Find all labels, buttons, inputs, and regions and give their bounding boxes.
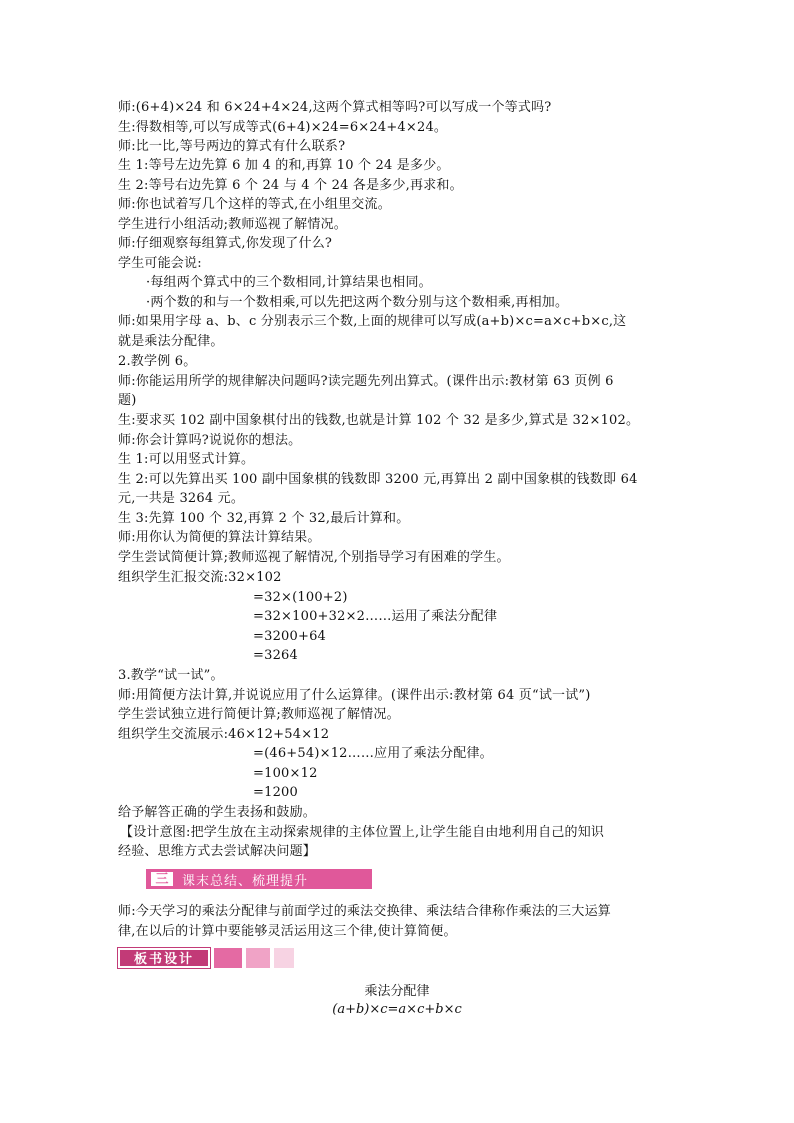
summary-line1: 师:今天学习的乘法分配律与前面学过的乘法交换律、乘法结合律称作乘法的三大运算 xyxy=(118,904,611,919)
board-formula: (a+b)×c=a×c+b×c xyxy=(332,1002,462,1017)
calc-step: =3264 xyxy=(253,648,298,663)
example6-report-line: 组织学生汇报交流:32×102 xyxy=(118,570,282,585)
dialogue-line: 学生可能会说: xyxy=(118,256,202,271)
example6-teacher-line: 师:你会计算吗?说说你的想法。 xyxy=(118,433,302,448)
dialogue-line: 师:你也试着写几个这样的等式,在小组里交流。 xyxy=(118,197,391,212)
dialogue-line: 学生进行小组活动;教师巡视了解情况。 xyxy=(118,217,347,232)
summary-line2: 律,在以后的计算中要能够灵活运用这三个律,使计算简便。 xyxy=(118,924,457,939)
example6-heading: 2.教学例 6。 xyxy=(118,354,197,369)
law-paragraph-line1: 师:如果用字母 a、b、c 分别表示三个数,上面的规律可以写成(a+b)×c=a×c+b×c,这 xyxy=(118,314,627,329)
section-banner xyxy=(146,869,372,889)
example6-teacher2: 师:用你认为简便的算法计算结果。 xyxy=(118,530,321,545)
tryit-teacher-line: 师:用简便方法计算,并说说应用了什么运算律。(课件出示:教材第 64 页“试一试”) xyxy=(118,688,591,703)
example6-question-line2: 题) xyxy=(118,393,137,408)
dialogue-line: 生:得数相等,可以写成等式(6+4)×24=6×24+4×24。 xyxy=(118,120,448,135)
example6-student2-line2: 元,一共是 3264 元。 xyxy=(118,491,245,506)
design-intent-line1: 【设计意图:把学生放在主动探索规律的主体位置上,让学生能自由地利用自己的知识 xyxy=(120,825,605,840)
tryit-praise: 给予解答正确的学生表扬和鼓励。 xyxy=(118,805,317,820)
dialogue-line: 生 2:等号右边先算 6 个 24 与 4 个 24 各是多少,再求和。 xyxy=(118,178,463,193)
example6-question-line1: 师:你能运用所学的规律解决问题吗?读完题先列出算式。(课件出示:教材第 63 页例 6 xyxy=(118,374,614,389)
tryit-show-line: 组织学生交流展示:46×12+54×12 xyxy=(118,727,330,742)
example6-student-line: 生:要求买 102 副中国象棋付出的钱数,也就是计算 102 个 32 是多少,算式是 32×102。 xyxy=(118,413,640,428)
calc-step: =(46+54)×12……应用了乘法分配律。 xyxy=(253,746,493,761)
board-design-tag: 板书设计 xyxy=(118,948,210,968)
tryit-student-line: 学生尝试独立进行简便计算;教师巡视了解情况。 xyxy=(118,707,400,722)
law-paragraph-line2: 就是乘法分配律。 xyxy=(118,334,224,349)
example6-student3: 生 3:先算 100 个 32,再算 2 个 32,最后计算和。 xyxy=(118,511,410,526)
tryit-heading: 3.教学“试一试”。 xyxy=(118,668,224,683)
section-title: 课末总结、梳理提升 xyxy=(182,873,309,889)
example6-student1: 生 1:可以用竖式计算。 xyxy=(118,452,255,467)
decor-square xyxy=(214,948,242,968)
board-title: 乘法分配律 xyxy=(364,984,430,999)
section-number: 三 xyxy=(150,871,174,887)
dialogue-line: 师:(6+4)×24 和 6×24+4×24,这两个算式相等吗?可以写成一个等式吗? xyxy=(118,100,552,115)
bullet-item: ·两个数的和与一个数相乘,可以先把这两个数分别与这个数相乘,再相加。 xyxy=(146,295,569,310)
dialogue-line: 师:仔细观察每组算式,你发现了什么? xyxy=(118,236,333,251)
design-intent-line2: 经验、思维方式去尝试解决问题】 xyxy=(118,844,317,859)
calc-step: =1200 xyxy=(253,785,298,800)
example6-student2-line1: 生 2:可以先算出买 100 副中国象棋的钱数即 3200 元,再算出 2 副中国象棋的钱数即 64 xyxy=(118,472,638,487)
calc-step: =32×(100+2) xyxy=(253,590,348,605)
calc-step: =32×100+32×2……运用了乘法分配律 xyxy=(253,609,498,624)
calc-step: =100×12 xyxy=(253,766,318,781)
example6-try-line: 学生尝试简便计算;教师巡视了解情况,个别指导学习有困难的学生。 xyxy=(118,550,510,565)
bullet-item: ·每组两个算式中的三个数相同,计算结果也相同。 xyxy=(146,275,432,290)
dialogue-line: 生 1:等号左边先算 6 加 4 的和,再算 10 个 24 是多少。 xyxy=(118,158,450,173)
decor-square xyxy=(246,948,270,968)
calc-step: =3200+64 xyxy=(253,629,327,644)
decor-square xyxy=(274,948,294,968)
dialogue-line: 师:比一比,等号两边的算式有什么联系? xyxy=(118,139,346,154)
